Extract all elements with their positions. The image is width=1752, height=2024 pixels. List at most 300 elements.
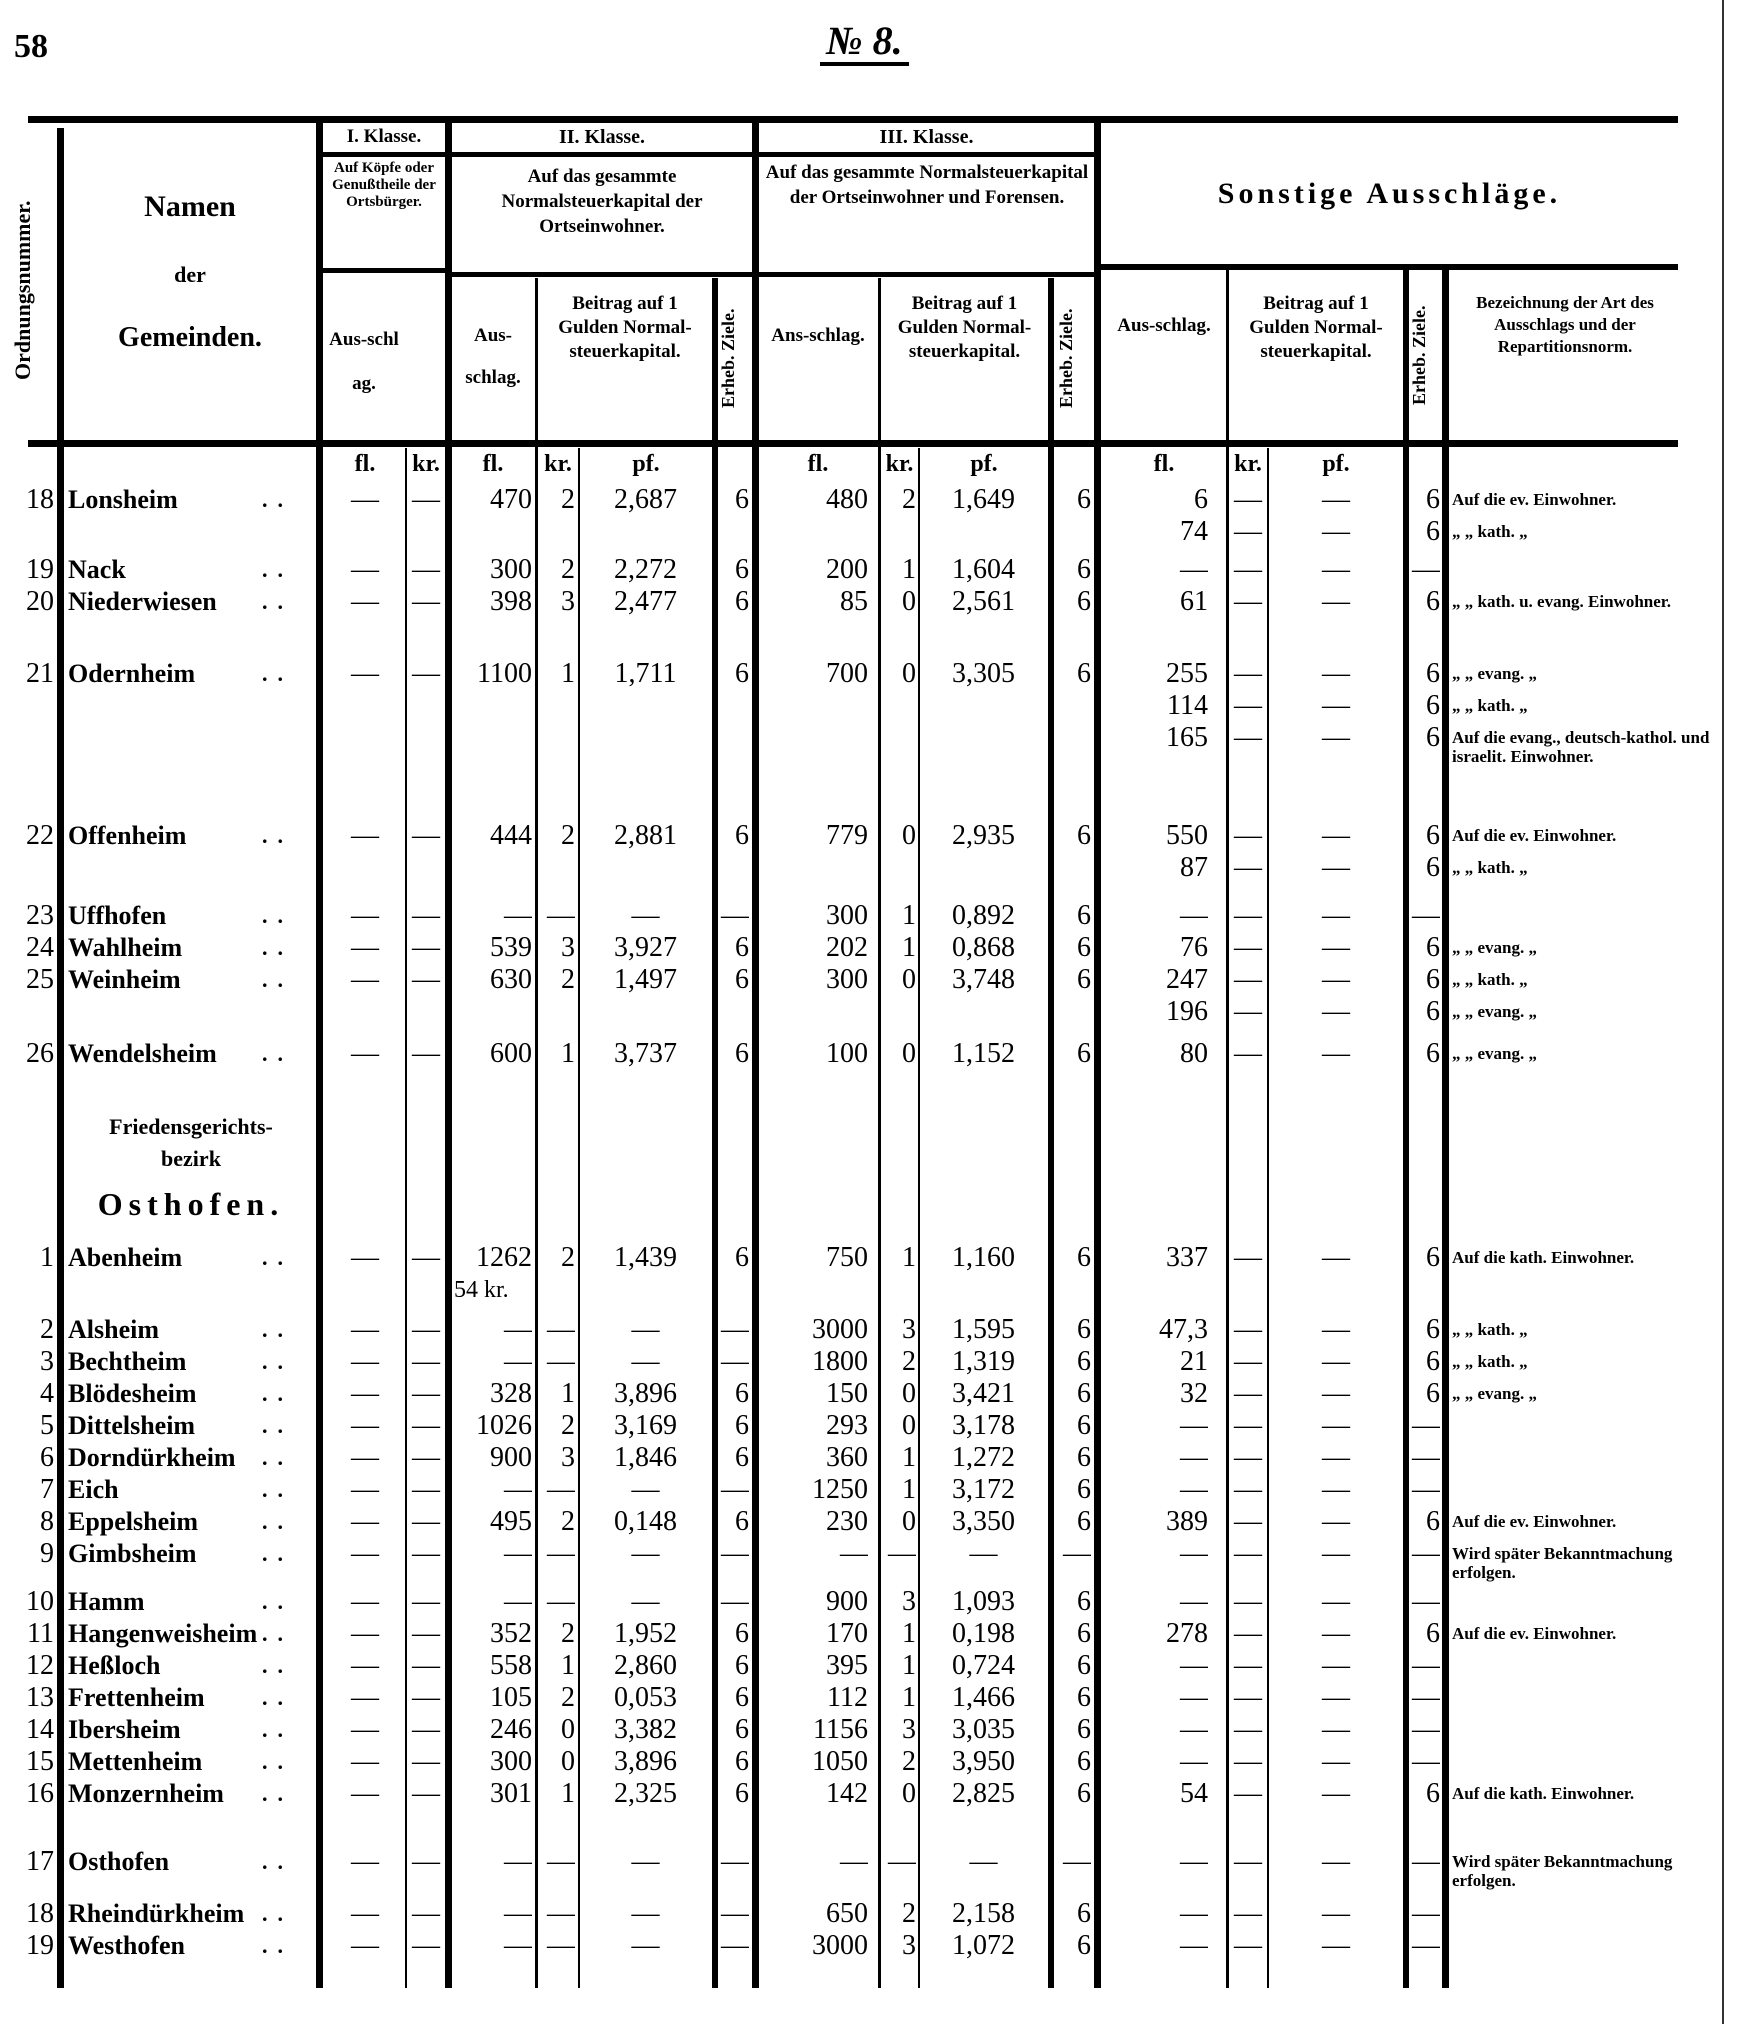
cell-skr: — bbox=[1234, 902, 1262, 930]
vrule-k2 bbox=[445, 120, 452, 1988]
cell-k3fl: 900 bbox=[826, 1588, 868, 1616]
cell-nr: 19 bbox=[26, 1932, 54, 1960]
cell-k3z: 6 bbox=[1077, 1620, 1091, 1648]
cell-spf: — bbox=[1322, 1684, 1350, 1712]
cell-k1kr: — bbox=[412, 1412, 440, 1440]
cell-k1kr: — bbox=[412, 660, 440, 688]
cell-k2pf: 1,439 bbox=[614, 1244, 677, 1272]
cell-k3kr: 2 bbox=[902, 1748, 916, 1776]
cell-skr: — bbox=[1234, 486, 1262, 514]
cell-k3pf: 0,198 bbox=[952, 1620, 1015, 1648]
cell-k3z: 6 bbox=[1077, 1900, 1091, 1928]
header-namen-3: Gemeinden. bbox=[118, 322, 262, 353]
cell-sfl: — bbox=[1180, 1412, 1208, 1440]
leader-dots: .. bbox=[262, 1317, 293, 1342]
cell-k2kr: 2 bbox=[561, 1508, 575, 1536]
cell-k3pf: 3,178 bbox=[952, 1412, 1015, 1440]
cell-k2z: 6 bbox=[735, 1508, 749, 1536]
cell-spf: — bbox=[1322, 1476, 1350, 1504]
cell-k3z: 6 bbox=[1077, 588, 1091, 616]
cell-k3pf: 2,935 bbox=[952, 822, 1015, 850]
cell-k2pf: — bbox=[631, 1588, 660, 1616]
cell-sz: 6 bbox=[1426, 486, 1440, 514]
cell-k1fl: — bbox=[351, 1780, 379, 1808]
vrule-s-kr bbox=[1226, 270, 1229, 1988]
leader-dots: .. bbox=[262, 1621, 293, 1646]
cell-k2pf: 3,737 bbox=[614, 1040, 677, 1068]
cell-skr: — bbox=[1234, 822, 1262, 850]
cell-k2z: — bbox=[721, 902, 749, 930]
cell-k3fl: 230 bbox=[826, 1508, 868, 1536]
leader-dots: .. bbox=[262, 1509, 293, 1534]
cell-k1kr: — bbox=[412, 1716, 440, 1744]
leader-dots: .. bbox=[262, 967, 293, 992]
cell-k1kr: — bbox=[412, 1900, 440, 1928]
cell-skr: — bbox=[1234, 1508, 1262, 1536]
cell-k2z: — bbox=[721, 1932, 749, 1960]
leader-dots: .. bbox=[262, 1349, 293, 1374]
cell-k2z: 6 bbox=[735, 1684, 749, 1712]
cell-k1kr: — bbox=[412, 1380, 440, 1408]
unit-k2-fl: fl. bbox=[482, 451, 504, 477]
cell-k2kr: 2 bbox=[561, 1684, 575, 1712]
leader-dots: .. bbox=[262, 823, 293, 848]
cell-k3z: 6 bbox=[1077, 966, 1091, 994]
cell-k2kr: 2 bbox=[561, 1412, 575, 1440]
cell-spf: — bbox=[1322, 934, 1350, 962]
cell-k2kr: — bbox=[547, 1540, 575, 1568]
cell-spf: — bbox=[1322, 822, 1350, 850]
cell-spf: — bbox=[1322, 1932, 1350, 1960]
cell-sz: 6 bbox=[1426, 854, 1440, 882]
cell-k1fl: — bbox=[351, 1684, 379, 1712]
cell-k2pf: 1,952 bbox=[614, 1620, 677, 1648]
k2-desc: Auf das gesammte Normalsteuerkapital der Ortseinwohner. bbox=[501, 166, 703, 237]
cell-k3z: 6 bbox=[1077, 486, 1091, 514]
cell-note: Auf die ev. Einwohner. bbox=[1452, 1624, 1617, 1643]
cell-name: Eppelsheim bbox=[68, 1508, 199, 1536]
cell-k1fl: — bbox=[351, 1476, 379, 1504]
cell-skr: — bbox=[1234, 1244, 1262, 1272]
cell-k1kr: — bbox=[412, 1244, 440, 1272]
cell-sfl: 255 bbox=[1166, 660, 1208, 688]
cell-nr: 11 bbox=[27, 1620, 54, 1648]
k3-desc: Auf das gesammte Normalsteuerkapital der Ortseinwohner und Forensen. bbox=[765, 162, 1089, 208]
cell-k3kr: 0 bbox=[902, 966, 916, 994]
cell-k3pf: 3,305 bbox=[952, 660, 1015, 688]
cell-name: Nack bbox=[68, 556, 126, 584]
unit-k1-kr: kr. bbox=[412, 451, 440, 477]
district-line1: Friedensgerichts- bbox=[109, 1114, 273, 1139]
cell-sz: 6 bbox=[1426, 1380, 1440, 1408]
cell-note: „ „ kath. „ bbox=[1452, 1320, 1528, 1339]
cell-k2pf: 0,148 bbox=[614, 1508, 677, 1536]
cell-name: Abenheim bbox=[68, 1244, 183, 1272]
cell-k3z: 6 bbox=[1077, 1508, 1091, 1536]
cell-k2fl: — bbox=[504, 1348, 532, 1376]
cell-note: „ „ kath. „ bbox=[1452, 858, 1528, 877]
document-number: № 8. bbox=[820, 20, 909, 66]
cell-note: „ „ evang. „ bbox=[1452, 1002, 1537, 1021]
cell-sz: — bbox=[1412, 1932, 1440, 1960]
cell-k3kr: — bbox=[888, 1540, 916, 1568]
leader-dots: .. bbox=[262, 1589, 293, 1614]
cell-k2fl: 300 bbox=[490, 556, 532, 584]
leader-dots: .. bbox=[262, 1445, 293, 1470]
cell-k2fl: — bbox=[504, 902, 532, 930]
k1-title: I. Klasse. bbox=[346, 126, 422, 147]
cell-k3pf: 1,152 bbox=[952, 1040, 1015, 1068]
vrule-k2-kr bbox=[535, 278, 538, 1988]
cell-nr: 8 bbox=[40, 1508, 54, 1536]
cell-spf: — bbox=[1322, 902, 1350, 930]
cell-name: Uffhofen bbox=[68, 902, 167, 930]
cell-k3kr: 1 bbox=[902, 1652, 916, 1680]
cell-k3fl: 1050 bbox=[812, 1748, 868, 1776]
cell-skr: — bbox=[1234, 518, 1262, 546]
cell-k2fl: 630 bbox=[490, 966, 532, 994]
cell-skr: — bbox=[1234, 692, 1262, 720]
cell-k2pf: 3,169 bbox=[614, 1412, 677, 1440]
cell-k2kr: 2 bbox=[561, 822, 575, 850]
cell-name: Gimbsheim bbox=[68, 1540, 197, 1568]
leader-dots: .. bbox=[262, 1041, 293, 1066]
cell-k2z: 6 bbox=[735, 1620, 749, 1648]
cell-k2kr: — bbox=[547, 1588, 575, 1616]
cell-sz: 6 bbox=[1426, 1508, 1440, 1536]
cell-skr: — bbox=[1234, 1444, 1262, 1472]
cell-sz: 6 bbox=[1426, 1244, 1440, 1272]
cell-k2fl: 328 bbox=[490, 1380, 532, 1408]
cell-name: Westhofen bbox=[68, 1932, 185, 1960]
cell-name: Hangenweisheim bbox=[68, 1620, 258, 1648]
cell-k1kr: — bbox=[412, 486, 440, 514]
cell-nr: 19 bbox=[26, 556, 54, 584]
leader-dots: .. bbox=[262, 1245, 293, 1270]
cell-sfl: 165 bbox=[1166, 724, 1208, 752]
cell-k1fl: — bbox=[351, 1380, 379, 1408]
cell-k3pf: 0,892 bbox=[952, 902, 1015, 930]
cell-k2fl: 470 bbox=[490, 486, 532, 514]
cell-k3kr: 3 bbox=[902, 1588, 916, 1616]
cell-k2kr: 3 bbox=[561, 1444, 575, 1472]
cell-name: Dorndürkheim bbox=[68, 1444, 236, 1472]
cell-k2kr: 1 bbox=[561, 1040, 575, 1068]
cell-k3pf: 1,160 bbox=[952, 1244, 1015, 1272]
cell-note: „ „ evang. „ bbox=[1452, 664, 1537, 683]
cell-k2fl: — bbox=[504, 1540, 532, 1568]
cell-k2z: 6 bbox=[735, 660, 749, 688]
cell-sfl: — bbox=[1180, 1540, 1208, 1568]
cell-k2fl: 105 bbox=[490, 1684, 532, 1712]
cell-nr: 1 bbox=[40, 1244, 54, 1272]
cell-k1kr: — bbox=[412, 556, 440, 584]
cell-k3kr: 0 bbox=[902, 588, 916, 616]
cell-spf: — bbox=[1322, 1444, 1350, 1472]
cell-skr: — bbox=[1234, 1748, 1262, 1776]
k2-title: II. Klasse. bbox=[558, 126, 646, 148]
cell-k1kr: — bbox=[412, 1848, 440, 1876]
cell-k3fl: 3000 bbox=[812, 1316, 868, 1344]
cell-k3kr: 3 bbox=[902, 1716, 916, 1744]
cell-spf: — bbox=[1322, 1316, 1350, 1344]
k2-title-rule bbox=[452, 152, 752, 157]
cell-skr: — bbox=[1234, 1900, 1262, 1928]
cell-k2z: 6 bbox=[735, 1244, 749, 1272]
cell-k3pf: 3,421 bbox=[952, 1380, 1015, 1408]
cell-sz: — bbox=[1412, 1476, 1440, 1504]
cell-nr: 14 bbox=[26, 1716, 54, 1744]
cell-k2z: 6 bbox=[735, 1380, 749, 1408]
cell-k2kr: 0 bbox=[561, 1716, 575, 1744]
cell-k3kr: 1 bbox=[902, 1244, 916, 1272]
vrule-s-z bbox=[1403, 270, 1409, 1988]
cell-spf: — bbox=[1322, 1348, 1350, 1376]
cell-nr: 26 bbox=[26, 1040, 54, 1068]
leader-dots: .. bbox=[262, 1541, 293, 1566]
cell-spf: — bbox=[1322, 1244, 1350, 1272]
cell-k2fl: 1262 bbox=[476, 1244, 532, 1272]
cell-k3pf: — bbox=[969, 1848, 998, 1876]
cell-k2kr: 1 bbox=[561, 1780, 575, 1808]
cell-k3pf: 0,868 bbox=[952, 934, 1015, 962]
vrule-k1 bbox=[316, 120, 323, 1988]
cell-k2kr: 1 bbox=[561, 1652, 575, 1680]
cell-skr: — bbox=[1234, 1684, 1262, 1712]
k2-desc-rule bbox=[452, 272, 752, 277]
leader-dots: .. bbox=[262, 1901, 293, 1926]
cell-spf: — bbox=[1322, 588, 1350, 616]
cell-k1fl: — bbox=[351, 588, 379, 616]
cell-spf: — bbox=[1322, 1040, 1350, 1068]
cell-k3z: 6 bbox=[1077, 660, 1091, 688]
cell-spf: — bbox=[1322, 854, 1350, 882]
cell-name: Hamm bbox=[68, 1588, 145, 1616]
cell-k3kr: 0 bbox=[902, 1508, 916, 1536]
cell-skr: — bbox=[1234, 1588, 1262, 1616]
cell-name: Offenheim bbox=[68, 822, 187, 850]
cell-k1fl: — bbox=[351, 556, 379, 584]
cell-k2fl: 246 bbox=[490, 1716, 532, 1744]
cell-sfl: — bbox=[1180, 1900, 1208, 1928]
cell-k1kr: — bbox=[412, 1932, 440, 1960]
k2-col-ausschlag: Aus-schlag. bbox=[465, 325, 521, 388]
cell-k2kr: 2 bbox=[561, 1620, 575, 1648]
cell-k2kr: 2 bbox=[561, 1244, 575, 1272]
cell-k3z: 6 bbox=[1077, 1412, 1091, 1440]
cell-k1kr: — bbox=[412, 1540, 440, 1568]
cell-k2pf: 3,927 bbox=[614, 934, 677, 962]
cell-skr: — bbox=[1234, 1316, 1262, 1344]
cell-k2fl: — bbox=[504, 1476, 532, 1504]
s-col-beitrag: Beitrag auf 1 Gulden Normal-steuerkapital. bbox=[1249, 293, 1383, 362]
cell-k2kr: 2 bbox=[561, 966, 575, 994]
cell-k2z: 6 bbox=[735, 1780, 749, 1808]
cell-sfl: 80 bbox=[1180, 1040, 1208, 1068]
cell-k3kr: 1 bbox=[902, 556, 916, 584]
cell-note: „ „ kath. „ bbox=[1452, 696, 1528, 715]
cell-k3pf: 1,072 bbox=[952, 1932, 1015, 1960]
cell-name: Bechtheim bbox=[68, 1348, 187, 1376]
cell-k2fl: 600 bbox=[490, 1040, 532, 1068]
cell-name: Ibersheim bbox=[68, 1716, 181, 1744]
unit-s-pf: pf. bbox=[1322, 451, 1350, 477]
cell-k1kr: — bbox=[412, 1588, 440, 1616]
cell-k1fl: — bbox=[351, 660, 379, 688]
cell-k3pf: 1,093 bbox=[952, 1588, 1015, 1616]
cell-k3kr: 3 bbox=[902, 1316, 916, 1344]
cell-sz: 6 bbox=[1426, 724, 1440, 752]
cell-sz: — bbox=[1412, 1900, 1440, 1928]
cell-k3kr: 0 bbox=[902, 1040, 916, 1068]
leader-dots: .. bbox=[262, 903, 293, 928]
cell-nr: 21 bbox=[26, 660, 54, 688]
cell-sfl: 247 bbox=[1166, 966, 1208, 994]
cell-k3fl: 100 bbox=[826, 1040, 868, 1068]
cell-sz: 6 bbox=[1426, 966, 1440, 994]
cell-sfl: — bbox=[1180, 1652, 1208, 1680]
vrule-s bbox=[1094, 120, 1101, 1988]
cell-sz: — bbox=[1412, 902, 1440, 930]
cell-k3z: 6 bbox=[1077, 1444, 1091, 1472]
cell-sfl: 6 bbox=[1194, 486, 1208, 514]
cell-skr: — bbox=[1234, 1780, 1262, 1808]
cell-k3z: — bbox=[1063, 1848, 1091, 1876]
cell-k2z: 6 bbox=[735, 1716, 749, 1744]
cell-k2pf: — bbox=[631, 1476, 660, 1504]
cell-k2pf: 2,860 bbox=[614, 1652, 677, 1680]
cell-k2pf: 3,382 bbox=[614, 1716, 677, 1744]
cell-spf: — bbox=[1322, 518, 1350, 546]
cell-k2fl: 398 bbox=[490, 588, 532, 616]
cell-note: „ „ kath. „ bbox=[1452, 970, 1528, 989]
cell-note: Auf die kath. Einwohner. bbox=[1452, 1248, 1635, 1267]
cell-k1fl: — bbox=[351, 966, 379, 994]
cell-k3fl: 750 bbox=[826, 1244, 868, 1272]
cell-skr: — bbox=[1234, 854, 1262, 882]
cell-k3z: 6 bbox=[1077, 1476, 1091, 1504]
cell-spf: — bbox=[1322, 966, 1350, 994]
cell-skr: — bbox=[1234, 1348, 1262, 1376]
cell-k2pf: — bbox=[631, 1348, 660, 1376]
cell-k2fl: 301 bbox=[490, 1780, 532, 1808]
cell-nr: 18 bbox=[26, 1900, 54, 1928]
cell-note: „ „ kath. „ bbox=[1452, 1352, 1528, 1371]
cell-k1fl: — bbox=[351, 1848, 379, 1876]
cell-k2kr: 2 bbox=[561, 486, 575, 514]
cell-k2kr: 1 bbox=[561, 660, 575, 688]
cell-k3fl: 480 bbox=[826, 486, 868, 514]
cell-k1kr: — bbox=[412, 822, 440, 850]
cell-k3z: 6 bbox=[1077, 1684, 1091, 1712]
cell-sfl: 76 bbox=[1180, 934, 1208, 962]
cell-k3z: 6 bbox=[1077, 1780, 1091, 1808]
cell-k2z: 6 bbox=[735, 966, 749, 994]
cell-k3fl: 1156 bbox=[813, 1716, 868, 1744]
cell-k2z: — bbox=[721, 1900, 749, 1928]
cell-name: Monzernheim bbox=[68, 1780, 224, 1808]
leader-dots: .. bbox=[262, 1717, 293, 1742]
cell-k3z: 6 bbox=[1077, 934, 1091, 962]
cell-nr: 16 bbox=[26, 1780, 54, 1808]
s-col-ziele: Erheb. Ziele. bbox=[1409, 305, 1429, 405]
cell-spf: — bbox=[1322, 1508, 1350, 1536]
cell-sfl: — bbox=[1180, 902, 1208, 930]
leader-dots: .. bbox=[262, 589, 293, 614]
k3-title: III. Klasse. bbox=[879, 126, 974, 148]
cell-k3kr: 2 bbox=[902, 1348, 916, 1376]
cell-k2z: 6 bbox=[735, 1444, 749, 1472]
cell-k1kr: — bbox=[412, 1748, 440, 1776]
cell-k3kr: 0 bbox=[902, 1780, 916, 1808]
cell-k3fl: 300 bbox=[826, 902, 868, 930]
k1-desc-rule bbox=[323, 268, 445, 273]
cell-k2fl: 495 bbox=[490, 1508, 532, 1536]
cell-sz: — bbox=[1412, 1684, 1440, 1712]
cell-k2z: 6 bbox=[735, 588, 749, 616]
cell-k2kr: — bbox=[547, 1932, 575, 1960]
cell-k2fl: 444 bbox=[490, 822, 532, 850]
cell-k3fl: 293 bbox=[826, 1412, 868, 1440]
cell-sz: — bbox=[1412, 1588, 1440, 1616]
cell-k1fl: — bbox=[351, 902, 379, 930]
cell-skr: — bbox=[1234, 1620, 1262, 1648]
cell-spf: — bbox=[1322, 724, 1350, 752]
k2-col-beitrag: Beitrag auf 1 Gulden Normal-steuerkapital. bbox=[558, 293, 692, 362]
cell-skr: — bbox=[1234, 660, 1262, 688]
vrule-k3-z bbox=[1048, 278, 1054, 1988]
cell-nr: 10 bbox=[26, 1588, 54, 1616]
cell-k3z: 6 bbox=[1077, 1932, 1091, 1960]
cell-k2pf: 3,896 bbox=[614, 1748, 677, 1776]
cell-sfl: — bbox=[1180, 1932, 1208, 1960]
unit-k3-pf: pf. bbox=[970, 451, 998, 477]
cell-nr: 25 bbox=[26, 966, 54, 994]
cell-sz: — bbox=[1412, 1848, 1440, 1876]
cell-skr: — bbox=[1234, 1040, 1262, 1068]
cell-sz: — bbox=[1412, 1444, 1440, 1472]
cell-nr: 23 bbox=[26, 902, 54, 930]
cell-k2z: 6 bbox=[735, 1748, 749, 1776]
cell-k2kr: 3 bbox=[561, 934, 575, 962]
cell-spf: — bbox=[1322, 1620, 1350, 1648]
cell-k3fl: 170 bbox=[826, 1620, 868, 1648]
cell-name: Odernheim bbox=[68, 660, 196, 688]
page-number: 58 bbox=[14, 28, 48, 65]
cell-k3z: 6 bbox=[1077, 1588, 1091, 1616]
cell-k1kr: — bbox=[412, 1684, 440, 1712]
cell-k2fl: — bbox=[504, 1316, 532, 1344]
cell-k2z: — bbox=[721, 1476, 749, 1504]
cell-k1fl: — bbox=[351, 1748, 379, 1776]
cell-k3pf: 2,825 bbox=[952, 1780, 1015, 1808]
cell-k2fl: 539 bbox=[490, 934, 532, 962]
cell-k2kr: — bbox=[547, 1848, 575, 1876]
cell-k2fl: 300 bbox=[490, 1748, 532, 1776]
cell-k3z: 6 bbox=[1077, 1244, 1091, 1272]
cell-sz: — bbox=[1412, 1716, 1440, 1744]
cell-sfl: 389 bbox=[1166, 1508, 1208, 1536]
cell-k3kr: 1 bbox=[902, 1444, 916, 1472]
cell-name: Dittelsheim bbox=[68, 1412, 196, 1440]
cell-k2pf: 2,272 bbox=[614, 556, 677, 584]
cell-sz: — bbox=[1412, 1748, 1440, 1776]
cell-k3z: 6 bbox=[1077, 1316, 1091, 1344]
cell-k3z: 6 bbox=[1077, 1748, 1091, 1776]
cell-k2pf: 1,846 bbox=[614, 1444, 677, 1472]
cell-nr: 15 bbox=[26, 1748, 54, 1776]
cell-k3fl: 1800 bbox=[812, 1348, 868, 1376]
